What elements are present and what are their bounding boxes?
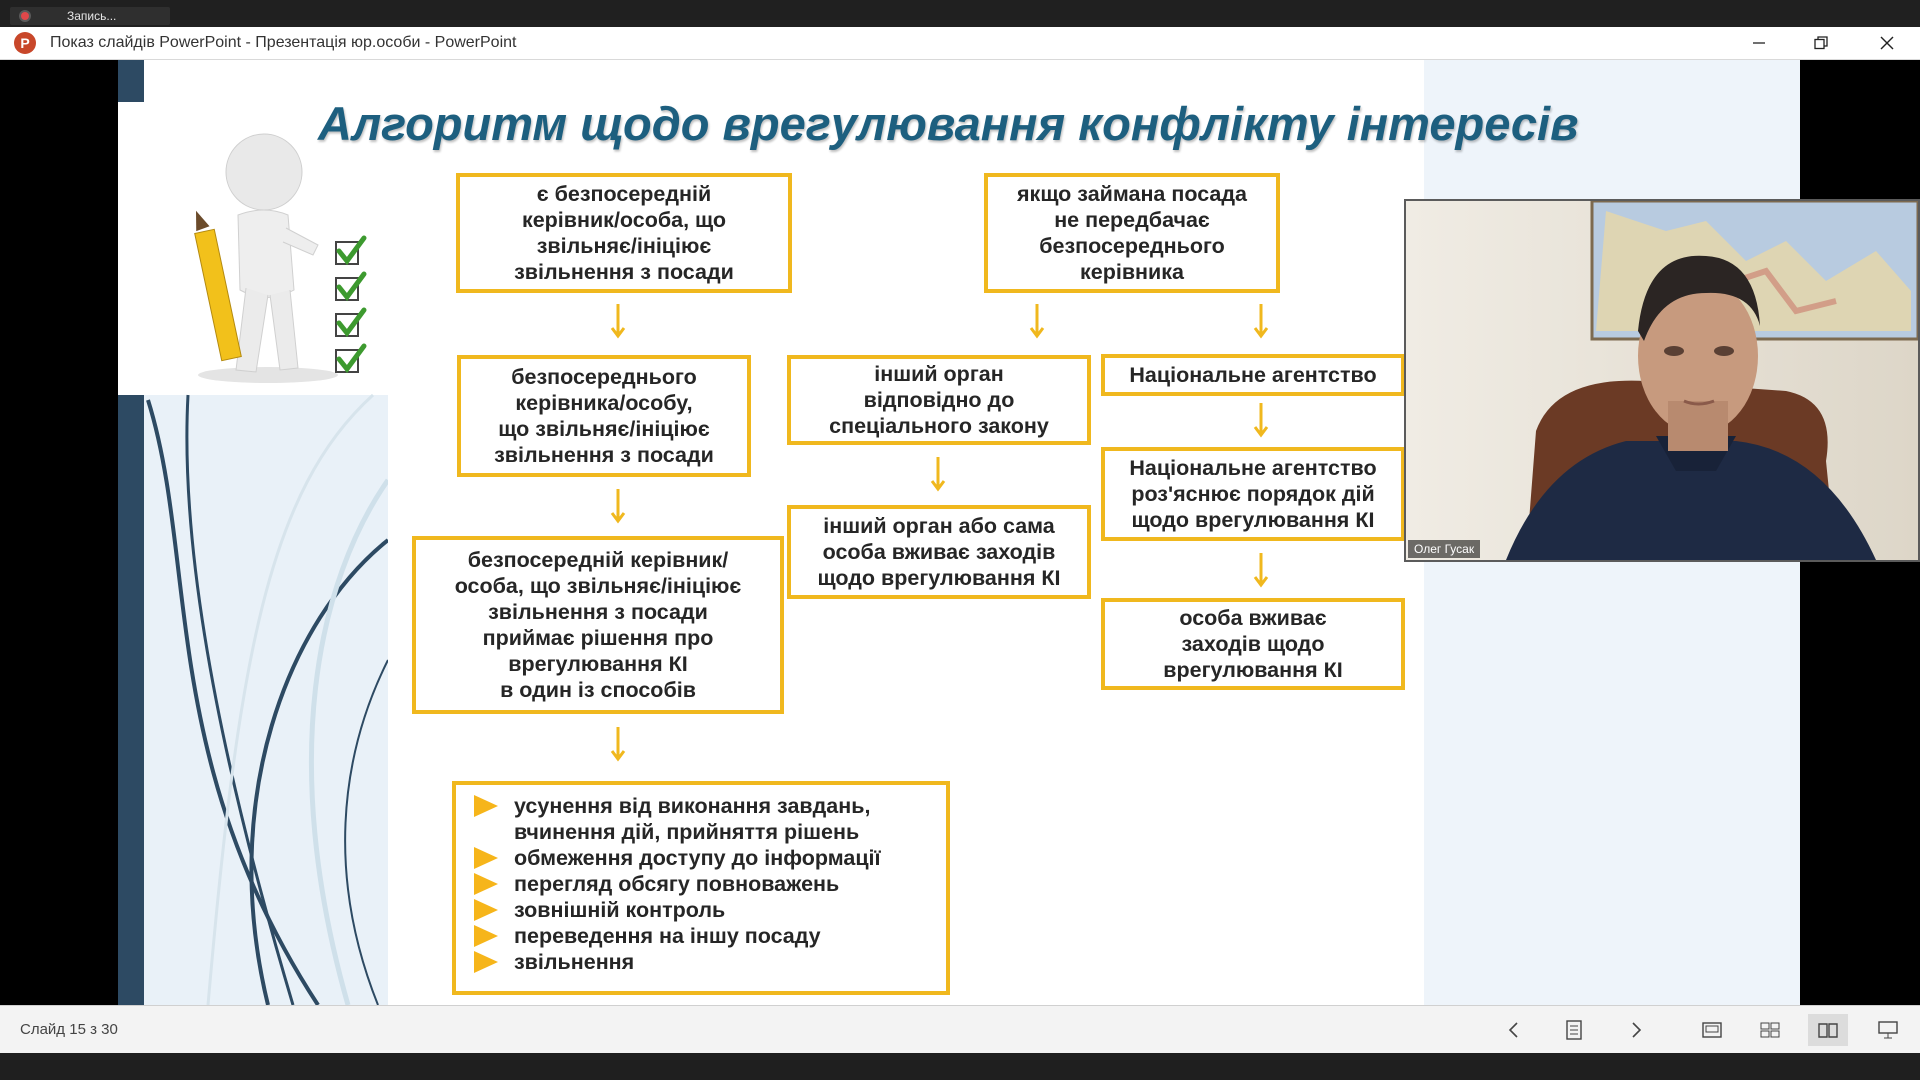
box-line: роз'яснює порядок дій xyxy=(1131,482,1375,506)
restore-icon xyxy=(1814,36,1828,50)
down-arrow-icon xyxy=(1027,304,1047,340)
triangle-bullet-icon xyxy=(474,847,498,869)
list-item xyxy=(474,845,936,871)
box-national-agency xyxy=(1101,354,1405,396)
resolution-methods-box xyxy=(452,781,950,995)
box-manager-decides xyxy=(412,536,784,714)
slide-sorter-icon xyxy=(1760,1022,1780,1038)
bullet-text: вчинення дій, прийняття рішень xyxy=(514,820,860,844)
down-arrow-icon xyxy=(608,489,628,525)
normal-view-icon xyxy=(1702,1022,1722,1038)
list-item xyxy=(474,871,936,897)
box-direct-manager-exists xyxy=(456,173,792,293)
list-item xyxy=(474,949,936,975)
webcam-video[interactable] xyxy=(1404,199,1920,562)
list-item xyxy=(474,897,936,923)
triangle-bullet-icon xyxy=(474,873,498,895)
previous-slide-button[interactable] xyxy=(1494,1014,1534,1046)
triangle-bullet-icon xyxy=(474,925,498,947)
minimize-icon xyxy=(1752,36,1766,50)
bullet-text: зовнішній контроль xyxy=(514,898,726,922)
webcam-feed xyxy=(1406,201,1918,560)
box-line: керівник/особа, що xyxy=(521,208,727,232)
box-line: безпосередній керівник/ xyxy=(467,548,729,572)
list-item xyxy=(474,793,936,845)
box-line: є безпосередній xyxy=(536,182,712,206)
box-line: відповідно до xyxy=(863,388,1015,412)
box-person-takes-measures xyxy=(1101,598,1405,690)
bullet-text: обмеження доступу до інформації xyxy=(514,846,881,870)
normal-view-button[interactable] xyxy=(1692,1014,1732,1046)
reading-view-button[interactable] xyxy=(1808,1014,1848,1046)
box-line: безпосереднього xyxy=(511,365,697,389)
box-line: особа вживає заходів xyxy=(822,540,1056,564)
triangle-bullet-icon xyxy=(474,951,498,973)
box-line: безпосереднього xyxy=(1039,234,1225,258)
box-line: Національне агентство xyxy=(1129,363,1377,387)
reading-view-icon xyxy=(1818,1022,1838,1038)
box-line: звільнення з посади xyxy=(494,443,714,467)
down-arrow-icon xyxy=(1251,403,1271,439)
slide-counter: Слайд 15 з 30 xyxy=(20,1021,118,1038)
list-item xyxy=(474,923,936,949)
down-arrow-icon xyxy=(608,727,628,763)
restore-button[interactable] xyxy=(1792,27,1850,59)
notes-button[interactable] xyxy=(1554,1014,1594,1046)
window-titlebar xyxy=(0,27,1920,60)
box-line: заходів щодо xyxy=(1181,632,1325,656)
minimize-button[interactable] xyxy=(1730,27,1788,59)
down-arrow-icon xyxy=(608,304,628,340)
triangle-bullet-icon xyxy=(474,795,498,817)
box-line: не передбачає xyxy=(1054,208,1210,232)
bullet-text: перегляд обсягу повноважень xyxy=(514,872,840,896)
box-line: особа, що звільняє/ініціює xyxy=(454,574,742,598)
box-line: керівника/особу, xyxy=(515,391,693,415)
notes-icon xyxy=(1566,1020,1582,1040)
box-line: щодо врегулювання КІ xyxy=(817,566,1061,590)
participant-name: Олег Гусак xyxy=(1408,540,1480,558)
box-line: в один із способів xyxy=(500,678,696,702)
box-line: керівника xyxy=(1080,260,1184,284)
box-line: Національне агентство xyxy=(1129,456,1377,480)
slideshow-button[interactable] xyxy=(1868,1014,1908,1046)
bullet-text: переведення на іншу посаду xyxy=(514,924,821,948)
box-line: звільнення з посади xyxy=(488,600,708,624)
slide-title: Алгоритм щодо врегулювання конфлікту інтересів xyxy=(318,97,1579,150)
box-line: інший орган xyxy=(874,362,1004,386)
box-line: приймає рішення про xyxy=(482,626,714,650)
slideshow-statusbar xyxy=(0,1005,1920,1054)
box-line: врегулювання КІ xyxy=(508,652,688,676)
box-line: врегулювання КІ xyxy=(1163,658,1343,682)
box-line: інший орган або сама xyxy=(823,514,1055,538)
box-no-direct-manager xyxy=(984,173,1280,293)
down-arrow-icon xyxy=(1251,553,1271,589)
box-line: якщо займана посада xyxy=(1017,182,1247,206)
chevron-right-icon xyxy=(1629,1021,1643,1039)
box-line: звільняє/ініціює xyxy=(536,234,712,258)
box-other-body-special-law xyxy=(787,355,1091,445)
triangle-bullet-icon xyxy=(474,899,498,921)
slide-sorter-button[interactable] xyxy=(1750,1014,1790,1046)
box-line: звільнення з посади xyxy=(514,260,734,284)
chevron-left-icon xyxy=(1507,1021,1521,1039)
down-arrow-icon xyxy=(1251,304,1271,340)
window-title: Показ слайдів PowerPoint - Презентація юр.особи - PowerPoint xyxy=(50,34,517,51)
bullet-text: звільнення xyxy=(514,950,635,974)
recording-indicator[interactable] xyxy=(10,7,170,25)
box-national-agency-explains xyxy=(1101,447,1405,541)
powerpoint-icon: P xyxy=(14,32,36,54)
box-notify-manager xyxy=(457,355,751,477)
recording-label: Запись... xyxy=(67,9,117,23)
slideshow-icon xyxy=(1878,1020,1898,1040)
figure-checklist-illustration xyxy=(168,120,408,390)
box-line: спеціального закону xyxy=(829,414,1049,438)
box-line: що звільняє/ініціює xyxy=(498,417,710,441)
close-button[interactable] xyxy=(1858,27,1916,59)
record-icon xyxy=(21,12,29,20)
next-slide-button[interactable] xyxy=(1616,1014,1656,1046)
close-icon xyxy=(1880,36,1894,50)
box-line: щодо врегулювання КІ xyxy=(1131,508,1375,532)
bullet-text: усунення від виконання завдань, xyxy=(514,794,871,818)
box-other-body-takes-measures xyxy=(787,505,1091,599)
bottom-bar xyxy=(0,1053,1920,1080)
box-line: особа вживає xyxy=(1179,606,1327,630)
recording-bar xyxy=(0,0,1920,27)
down-arrow-icon xyxy=(928,457,948,493)
